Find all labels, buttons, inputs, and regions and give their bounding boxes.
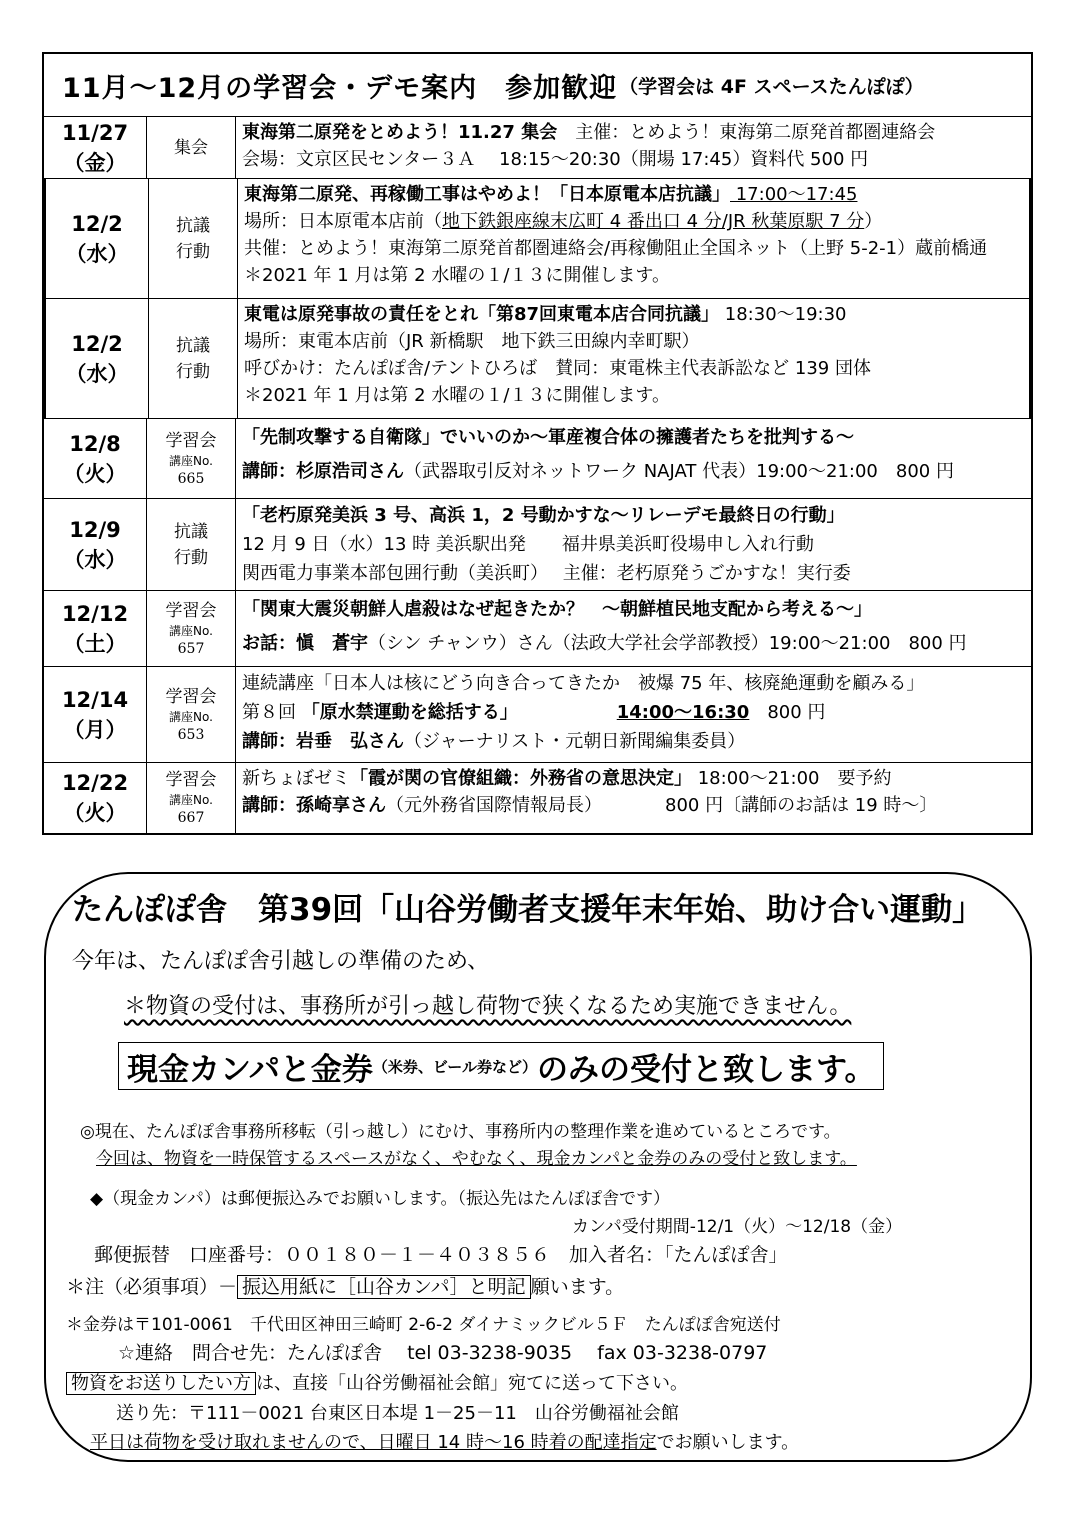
event-type-cell xyxy=(147,667,236,762)
event-type: 行動 xyxy=(174,547,208,568)
event-row xyxy=(44,117,1031,179)
course-number: 667 xyxy=(177,810,205,826)
notice-p6-b: 振込用紙に［山谷カンパ］と明記 xyxy=(237,1275,531,1299)
event-text: 東電は原発事故の責任をとれ「第87回東電本店合同抗議」 xyxy=(244,304,720,325)
event-text: ＊2021 年 1 月は第 2 水曜の１/１３に開催します。 xyxy=(244,385,670,406)
event-date-cell xyxy=(46,299,149,418)
event-line xyxy=(244,382,1023,409)
event-line xyxy=(242,559,1025,588)
event-text: （シン チャンウ）さん（法政大学社会学部教授）19:00～21:00 800 円 xyxy=(368,633,967,654)
notice-line2: ＊物資の受付は、事務所が引っ越し荷物で狭くなるため実施できません。 xyxy=(124,994,852,1019)
event-line xyxy=(242,727,1025,756)
event-text: 「原水禁運動を総括する」 xyxy=(301,702,509,723)
event-weekday: （月） xyxy=(63,717,127,742)
event-line xyxy=(244,181,1023,208)
event-text: （元外務省国際情報局長） 800 円〔講師のお話は 19 時～〕 xyxy=(386,795,938,816)
event-details xyxy=(236,419,1031,498)
notice-p8: ☆連絡 問合せ先：たんぽぽ舎 tel 03-3238-9035 fax 03-3238-0797 xyxy=(118,1342,768,1364)
event-type: 行動 xyxy=(176,241,210,262)
event-type: 集会 xyxy=(174,137,208,158)
event-text: 「老朽原発美浜 3 号、高浜 1，2 号動かすな～リレーデモ最終日の行動」 xyxy=(242,505,845,526)
event-type: 抗議 xyxy=(174,521,208,542)
notice-p9-a: 物資をお送りしたい方 xyxy=(66,1372,256,1395)
event-text: 講師：岩垂 弘さん xyxy=(242,731,404,752)
event-details xyxy=(236,117,1031,178)
event-weekday: （金） xyxy=(63,150,127,175)
event-details xyxy=(238,299,1029,418)
event-date: 12/14 xyxy=(61,687,129,712)
event-date: 11/27 xyxy=(61,120,129,145)
event-row xyxy=(44,499,1031,591)
event-details xyxy=(238,179,1029,298)
course-number: 653 xyxy=(177,726,205,743)
event-line xyxy=(242,455,1025,489)
event-details xyxy=(236,499,1031,590)
event-type-cell xyxy=(149,179,238,298)
notice-p2: 今回は、物資を一時保管するスペースがなく、やむなく、現金カンパと金券のみの受付と致します。 xyxy=(96,1149,857,1169)
event-text: 共催：とめよう！東海第二原発首都圏連絡会/再稼働阻止全国ネット（上野 5-2-1）蔵前橋通 xyxy=(244,238,988,259)
event-line xyxy=(242,119,1025,146)
event-weekday: （水） xyxy=(65,241,129,266)
event-date-cell xyxy=(44,499,147,590)
event-weekday: （火） xyxy=(63,461,127,486)
notice-p11-b: でお願いします。 xyxy=(656,1432,800,1453)
event-text: 東海第二原発、再稼働工事はやめよ！「日本原電本店抗議」 xyxy=(244,184,730,205)
event-text: 「関東大震災朝鮮人虐殺はなぜ起きたか？ ～朝鮮植民地支配から考える～」 xyxy=(242,599,872,620)
event-line xyxy=(244,262,1023,289)
event-row xyxy=(44,179,1031,299)
notice-p9-b: は、直接「山谷労働福祉会館」宛てに送って下さい。 xyxy=(256,1373,688,1394)
course-label: 講座No. xyxy=(169,453,213,468)
event-text xyxy=(509,702,617,723)
notice-line1: 今年は、たんぽぽ舎引越しの準備のため、 xyxy=(72,949,490,974)
page-title: 11月～12月の学習会・デモ案内 参加歓迎 xyxy=(62,72,618,104)
events-table xyxy=(42,52,1033,835)
event-date: 12/9 xyxy=(69,517,121,542)
event-line xyxy=(242,765,1025,792)
event-date: 12/2 xyxy=(71,211,123,236)
event-line xyxy=(242,146,1025,173)
event-type: 学習会 xyxy=(165,770,217,790)
notice-p11-a: 平日は荷物を受け取れませんので、日曜日 14 時～16 時着の配達指定 xyxy=(90,1432,657,1453)
event-weekday: （土） xyxy=(63,631,127,656)
event-type: 行動 xyxy=(176,361,210,382)
event-row xyxy=(44,419,1031,499)
event-row xyxy=(44,667,1031,763)
cash-only-box xyxy=(118,1042,884,1090)
event-type: 抗議 xyxy=(176,335,210,356)
event-line xyxy=(242,421,1025,455)
event-type-cell xyxy=(147,117,236,178)
event-date-cell xyxy=(44,419,147,498)
event-line xyxy=(242,627,1025,661)
event-type-cell xyxy=(147,419,236,498)
event-text: 主催：とめよう！東海第二原発首都圏連絡会 xyxy=(557,122,936,143)
event-text: 12 月 9 日（水）13 時 美浜駅出発 福井県美浜町役場申し入れ行動 xyxy=(242,534,814,555)
event-weekday: （水） xyxy=(65,361,129,386)
notice-p6 xyxy=(66,1272,624,1299)
event-text: 800 円 xyxy=(749,702,826,723)
course-number: 657 xyxy=(177,640,205,657)
course-label: 講座No. xyxy=(169,793,213,807)
course-label: 講座No. xyxy=(169,709,213,724)
event-line xyxy=(244,328,1023,355)
course-label: 講座No. xyxy=(169,623,213,638)
event-type-cell xyxy=(149,299,238,418)
event-row xyxy=(44,591,1031,667)
event-date: 12/8 xyxy=(69,431,121,456)
event-text: 14:00～16:30 xyxy=(616,702,750,723)
event-type: 抗議 xyxy=(176,215,210,236)
event-weekday: （水） xyxy=(63,547,127,572)
cash-only-c: のみの受付と致します。 xyxy=(536,1051,876,1088)
event-text: 18:00～21:00 要予約 xyxy=(692,768,892,789)
notice-p7: ＊金券は〒101-0061 千代田区神田三崎町 2-6-2 ダイナミックビル５Ｆ たんぽぽ舎宛送付 xyxy=(66,1315,781,1335)
event-row xyxy=(44,763,1031,833)
notice-p9 xyxy=(66,1369,688,1395)
event-text: 場所：東電本店前（JR 新橋駅 地下鉄三田線内幸町駅） xyxy=(244,331,700,352)
event-text: 会場：文京区民センター３Ａ 18:15～20:30（開場 17:45）資料代 500 円 xyxy=(242,149,869,170)
event-text: 第８回 xyxy=(242,702,302,723)
notice-p10: 送り先：〒111－0021 台東区日本堤 1－25－11 山谷労働福祉会館 xyxy=(116,1403,679,1424)
event-text: 呼びかけ：たんぽぽ舎/テントひろば 賛同：東電株主代表訴訟など 139 団体 xyxy=(244,358,871,379)
event-line xyxy=(242,698,1025,727)
notice-p4: カンパ受付期間-12/1（火）～12/18（金） xyxy=(572,1217,903,1237)
event-line xyxy=(242,530,1025,559)
event-date-cell xyxy=(44,591,147,666)
event-type: 学習会 xyxy=(165,430,217,451)
notice-p11 xyxy=(90,1428,799,1454)
event-details xyxy=(236,667,1031,762)
cash-only-b: （米券、ビール券など） xyxy=(372,1057,537,1076)
event-date-cell xyxy=(44,667,147,762)
event-row xyxy=(44,299,1031,419)
event-text: 東海第二原発をとめよう！11.27 集会 xyxy=(242,122,558,143)
notice-p6-c: 願います。 xyxy=(530,1276,625,1298)
event-text: ＊2021 年 1 月は第 2 水曜の１/１３に開催します。 xyxy=(244,265,670,286)
event-weekday: （火） xyxy=(63,801,127,825)
event-line xyxy=(244,301,1023,328)
event-text: 「先制攻撃する自衛隊」でいいのか～軍産複合体の擁護者たちを批判する～ xyxy=(242,427,854,448)
notice-p3: ◆（現金カンパ）は郵便振込みでお願いします。（振込先はたんぽぽ舎です） xyxy=(90,1189,671,1209)
event-text: 講師：杉原浩司さん xyxy=(242,461,404,482)
page-subtitle: （学習会は 4F スペースたんぽぽ） xyxy=(619,75,924,98)
event-text: 講師：孫崎享さん xyxy=(242,795,386,816)
event-type: 学習会 xyxy=(165,686,217,707)
event-text: 17:00～17:45 xyxy=(730,184,858,205)
event-type-cell xyxy=(147,591,236,666)
event-date-cell xyxy=(46,179,149,298)
event-line xyxy=(244,355,1023,382)
event-date: 12/2 xyxy=(71,331,123,356)
cash-only-a: 現金カンパと金券 xyxy=(127,1051,373,1088)
notice-p1: ◎現在、たんぽぽ舎事務所移転（引っ越し）にむけ、事務所内の整理作業を進めているところです。 xyxy=(80,1122,841,1142)
notice-p6-a: ＊注（必須事項）－ xyxy=(66,1276,238,1298)
event-text: お話：愼 蒼宇 xyxy=(242,633,368,654)
event-date-cell xyxy=(44,117,147,178)
support-notice xyxy=(44,872,1032,1453)
event-line xyxy=(244,208,1023,235)
course-number: 665 xyxy=(177,470,205,487)
event-details xyxy=(236,591,1031,666)
event-type-cell xyxy=(147,763,236,833)
event-text: 地下鉄銀座線末広町 4 番出口 4 分/JR 秋葉原駅 7 分 xyxy=(442,211,865,232)
event-text: （ジャーナリスト・元朝日新聞編集委員） xyxy=(404,731,746,752)
event-text: ） xyxy=(864,211,883,232)
event-line xyxy=(242,593,1025,627)
notice-title: たんぽぽ舎 第39回「山谷労働者支援年末年始、助け合い運動」 xyxy=(72,892,984,928)
event-line xyxy=(242,792,1025,819)
event-text: 場所：日本原電本店前（ xyxy=(244,211,442,232)
event-line xyxy=(244,235,1023,262)
event-text: 18:30～19:30 xyxy=(719,304,847,325)
event-text: 「霞が関の官僚組織：外務省の意思決定」 xyxy=(350,768,692,789)
event-details xyxy=(236,763,1031,833)
event-text: 新ちょぼゼミ xyxy=(242,768,350,789)
event-type-cell xyxy=(147,499,236,590)
event-date-cell xyxy=(44,763,147,833)
table-title-row xyxy=(44,54,1031,117)
event-line xyxy=(242,501,1025,530)
event-text: 連続講座「日本人は核にどう向き合ってきたか 被爆 75 年、核廃絶運動を顧みる」 xyxy=(242,673,925,694)
event-line xyxy=(242,669,1025,698)
event-text: 関西電力事業本部包囲行動（美浜町） 主催：老朽原発うごかすな！実行委 xyxy=(242,563,851,584)
event-type: 学習会 xyxy=(165,600,217,621)
event-date: 12/12 xyxy=(61,601,129,626)
event-date: 12/22 xyxy=(61,771,129,795)
notice-p5: 郵便振替 口座番号：００１８０－１－４０３８５６ 加入者名：「たんぽぽ舎」 xyxy=(94,1244,788,1266)
event-text: （武器取引反対ネットワーク NAJAT 代表）19:00～21:00 800 円 xyxy=(404,461,954,482)
